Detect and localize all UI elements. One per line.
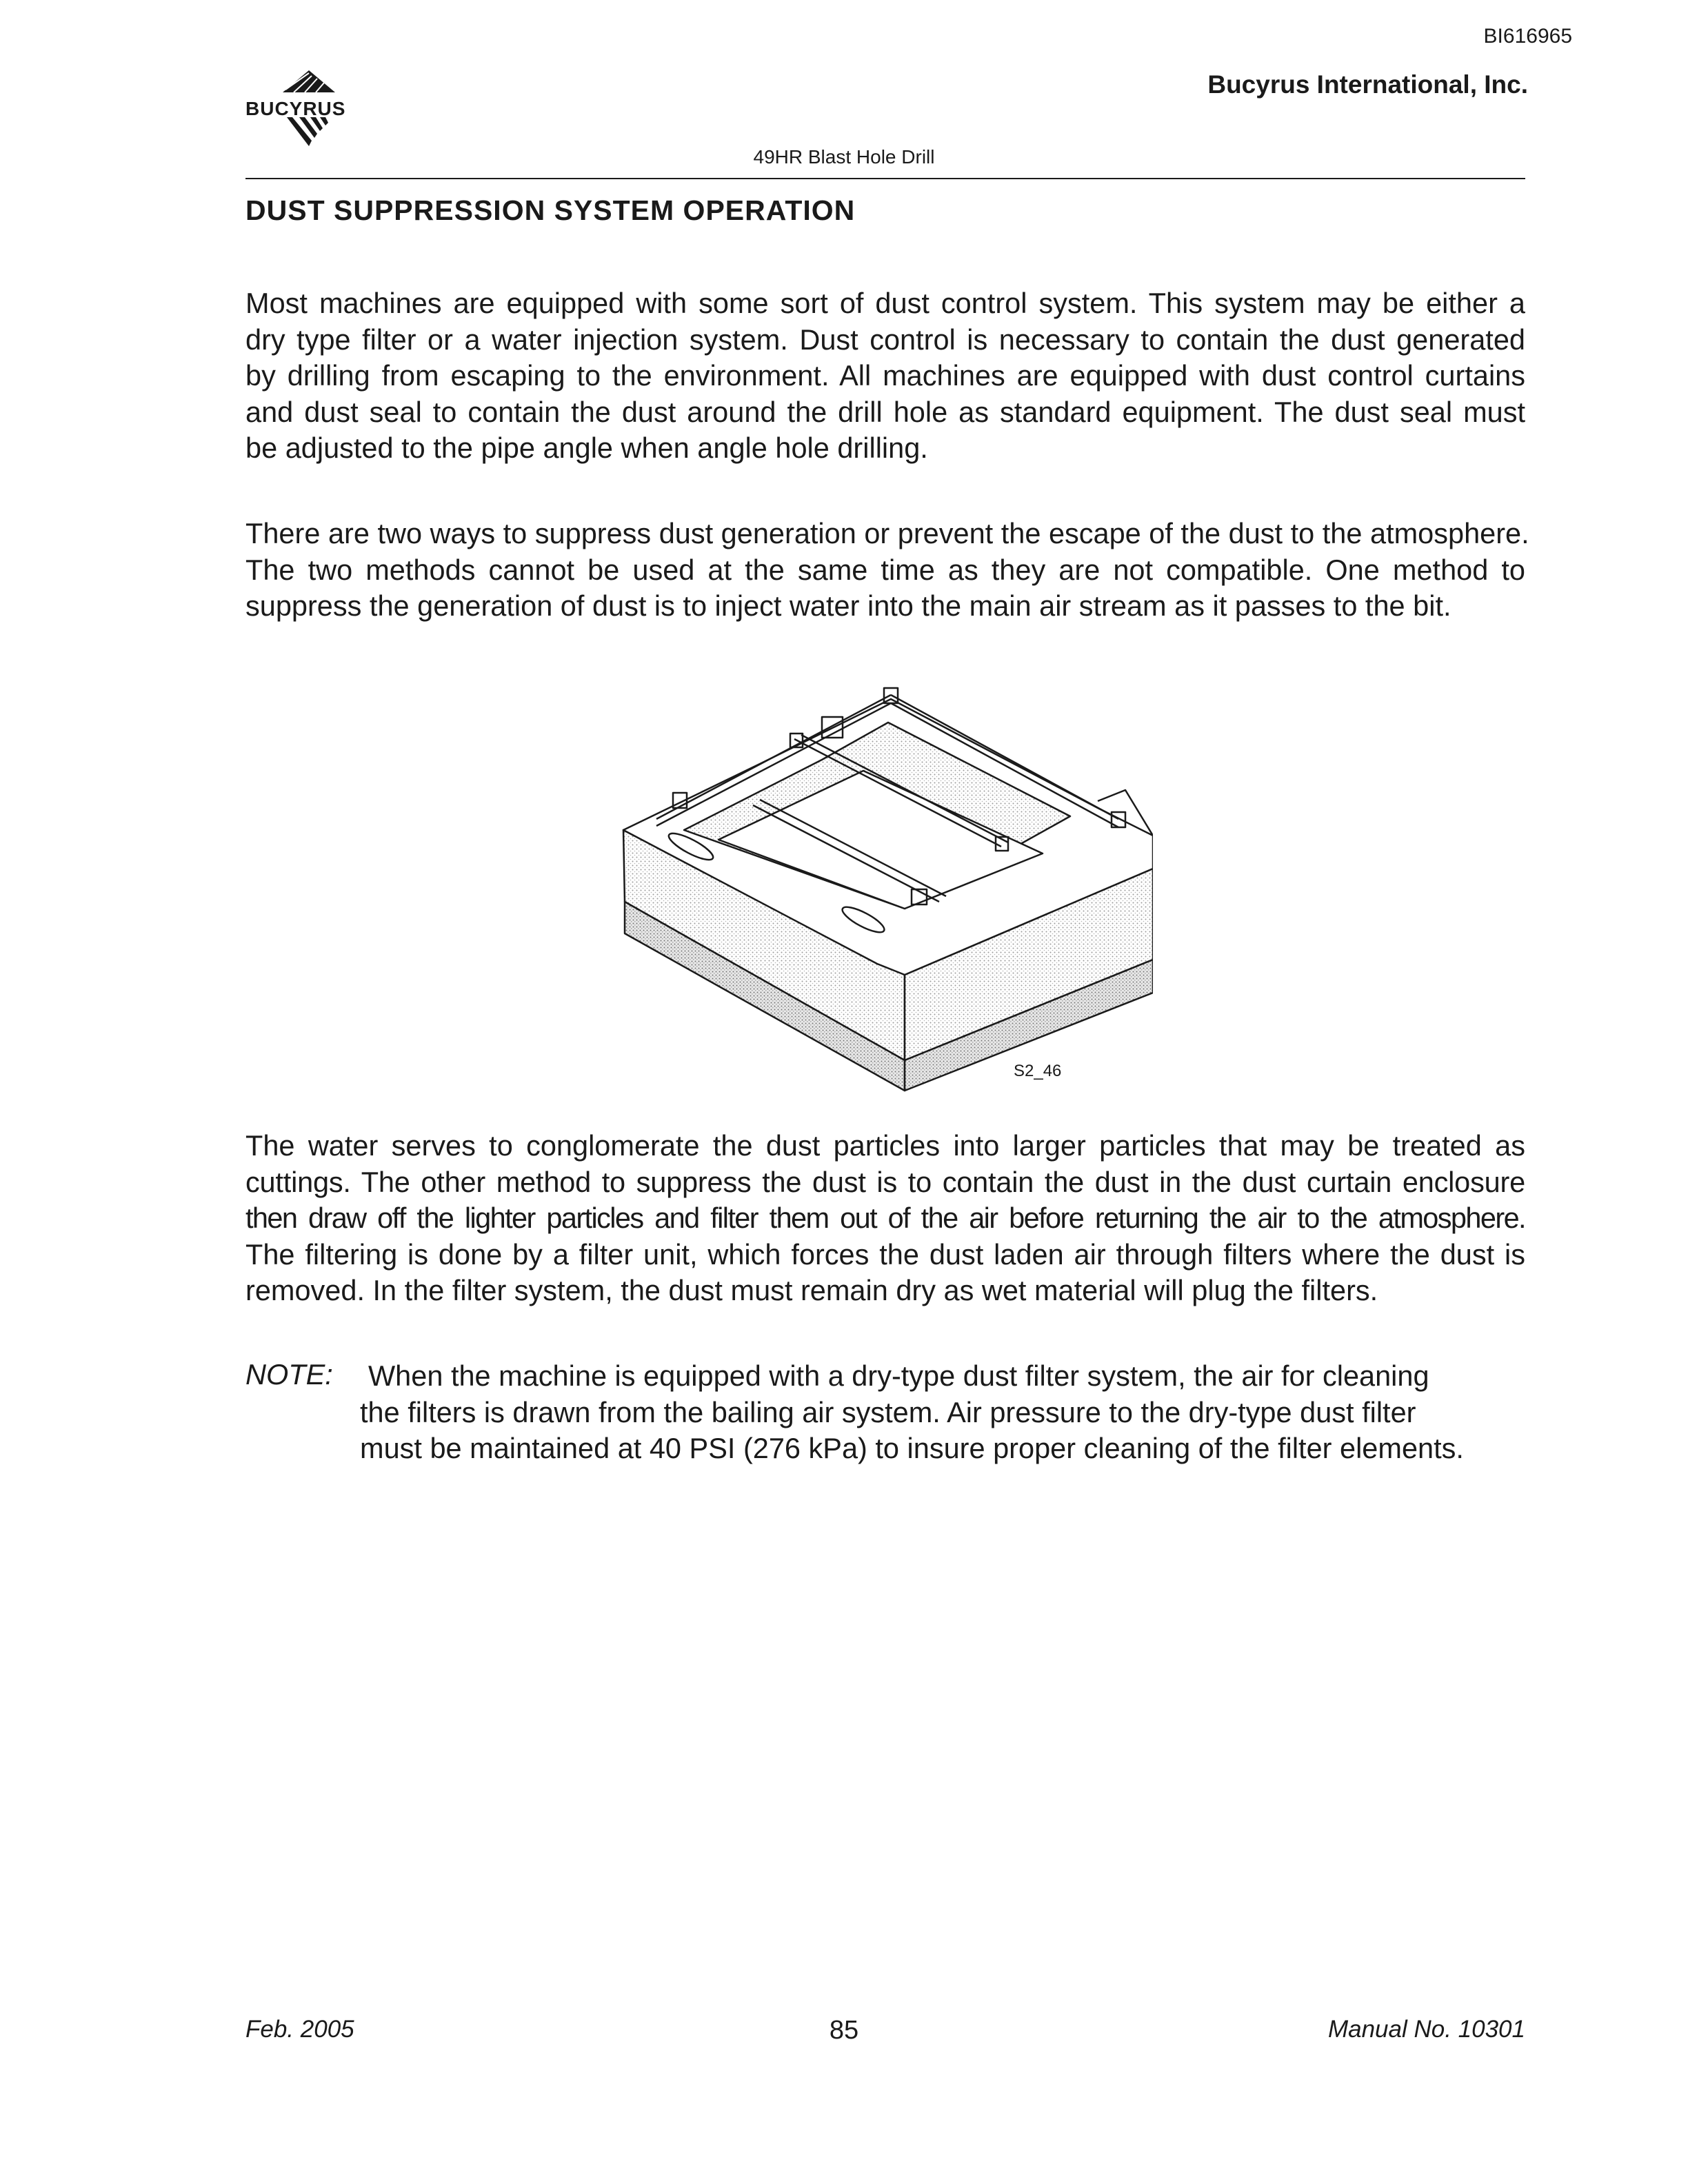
paragraph-line: There are two ways to suppress dust generation or prevent the escape of the dust to the atmosphere. bbox=[245, 517, 1529, 549]
paragraph-line: be adjusted to the pipe angle when angle hole drilling. bbox=[245, 432, 928, 464]
note-line: When the machine is equipped with a dry-type dust filter system, the air for cleaning bbox=[368, 1359, 1429, 1392]
section-title: DUST SUPPRESSION SYSTEM OPERATION bbox=[245, 194, 856, 226]
paragraph-suppression-methods bbox=[245, 516, 1529, 625]
header-divider bbox=[245, 178, 1525, 179]
paragraph-dust-control-overview bbox=[245, 285, 1525, 467]
paragraph-line: suppress the generation of dust is to inject water into the main air stream as it passes to the bit. bbox=[245, 589, 1451, 622]
paragraph-line: then draw off the lighter particles and filter them out of the air before returning the air to the atmosphere. bbox=[245, 1202, 1525, 1234]
paragraph-line: The two methods cannot be used at the same time as they are not compatible. One method to bbox=[245, 553, 1525, 586]
dust-curtain-enclosure-illustration bbox=[615, 674, 1153, 1098]
footer-date: Feb. 2005 bbox=[245, 2016, 354, 2043]
note-line: the filters is drawn from the bailing air system. Air pressure to the dry-type dust filter bbox=[360, 1395, 1416, 1428]
figure-label: S2_46 bbox=[1014, 1062, 1062, 1080]
paragraph-line: cuttings. The other method to suppress the dust is to contain the dust in the dust curtain enclosure bbox=[245, 1165, 1525, 1198]
note-label: NOTE: bbox=[245, 1358, 333, 1391]
note-body bbox=[360, 1358, 1527, 1467]
paragraph-water-and-filter-methods bbox=[245, 1128, 1525, 1309]
paragraph-line: dry type filter or a water injection system. Dust control is necessary to contain the dust generated bbox=[245, 323, 1525, 356]
manual-number: Manual No. 10301 bbox=[1327, 2016, 1525, 2043]
company-name: Bucyrus International, Inc. bbox=[1207, 70, 1528, 99]
logo-wordmark: BUCYRUS bbox=[245, 98, 346, 119]
document-id: BI616965 bbox=[1483, 25, 1572, 48]
paragraph-line: by drilling from escaping to the environment. All machines are equipped with dust control curtains bbox=[245, 359, 1525, 392]
note-line: must be maintained at 40 PSI (276 kPa) to insure proper cleaning of the filter elements. bbox=[360, 1432, 1464, 1464]
document-subtitle: 49HR Blast Hole Drill bbox=[753, 146, 935, 168]
paragraph-line: Most machines are equipped with some sort of dust control system. This system may be either a bbox=[245, 287, 1525, 319]
paragraph-line: removed. In the filter system, the dust must remain dry as wet material will plug the filters. bbox=[245, 1274, 1378, 1306]
paragraph-line: The water serves to conglomerate the dust particles into larger particles that may be treated as bbox=[245, 1129, 1525, 1162]
paragraph-line: The filtering is done by a filter unit, which forces the dust laden air through filters where the dust is bbox=[245, 1237, 1525, 1271]
page-number: 85 bbox=[829, 2016, 859, 2045]
paragraph-line: and dust seal to contain the dust around the drill hole as standard equipment. The dust seal must bbox=[245, 395, 1525, 428]
